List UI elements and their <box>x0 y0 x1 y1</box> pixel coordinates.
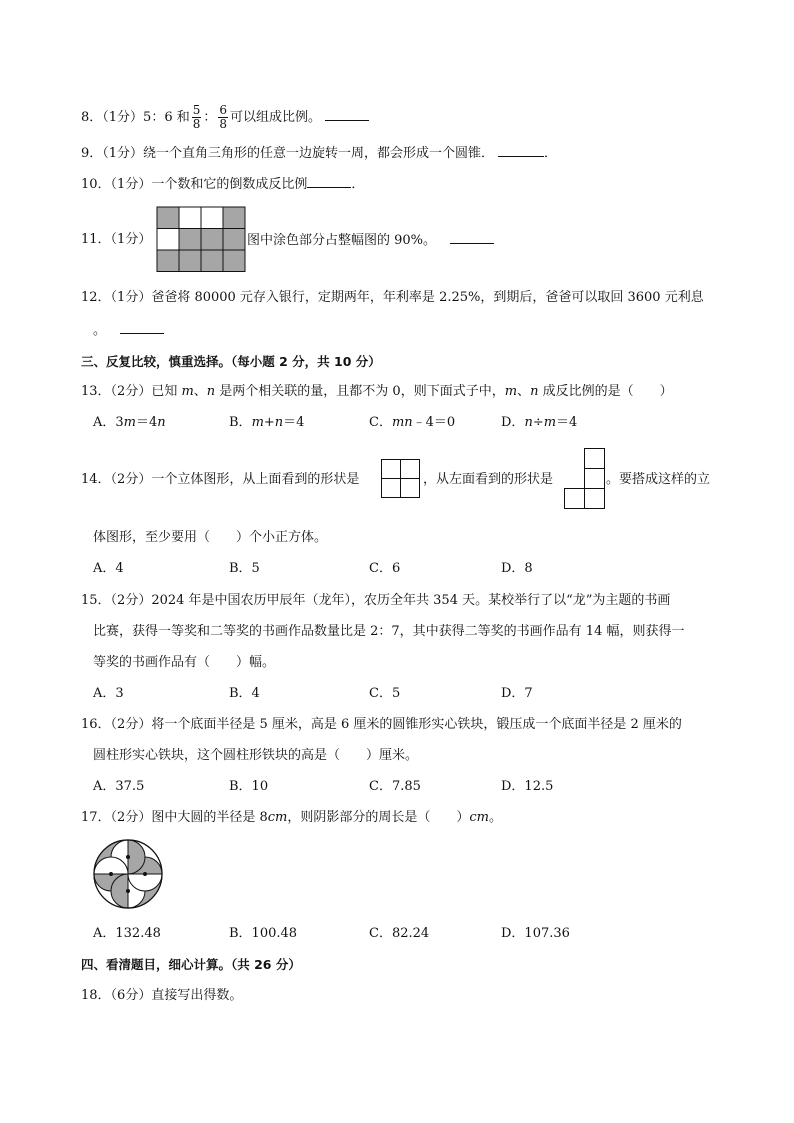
q14-text-c: 。要搭成这样的立 <box>606 472 711 487</box>
opt-text: A．3 <box>93 415 124 430</box>
q11-text: 图中涂色部分占整幅图的 90%。 <box>247 233 437 248</box>
shaded-cell <box>223 229 245 251</box>
shaded-cell <box>179 250 201 272</box>
q16-line2: 圆柱形实心铁块，这个圆柱形铁块的高是（ ）厘米。 <box>93 748 419 763</box>
question-15-line1 <box>81 592 670 610</box>
q15-line2: 比赛，获得一等奖和二等奖的书画作品数量比是 2：7，其中获得二等奖的书画作品有 14 幅，则获得一 <box>93 624 685 639</box>
q13-option-c[interactable] <box>369 414 455 432</box>
opt-text: B． <box>229 415 252 430</box>
q15-option-d[interactable]: D．7 <box>501 686 533 701</box>
answer-blank[interactable] <box>307 175 351 188</box>
q13-text-c: 成反比例的是（ ） <box>538 384 673 399</box>
left-view-figure <box>564 448 606 510</box>
q10-end: ． <box>351 177 365 192</box>
var-m: m <box>181 384 194 399</box>
answer-blank[interactable] <box>498 144 544 157</box>
section-4-heading: 四、看清题目，细心计算。（共 26 分） <box>81 957 301 972</box>
q12-line2: 。 <box>93 323 107 338</box>
question-8 <box>81 104 369 131</box>
q14-text-b: ，从左面看到的形状是 <box>423 472 554 487</box>
blank-cell <box>201 207 223 229</box>
q16-option-d[interactable]: D．12.5 <box>501 779 554 794</box>
question-9 <box>81 144 557 163</box>
fraction-6-8 <box>218 104 228 131</box>
blank-cell <box>157 229 179 251</box>
answer-blank[interactable] <box>450 231 494 244</box>
opt-text: D． <box>501 415 525 430</box>
opt-text: ﹣4＝0 <box>412 415 456 430</box>
question-17 <box>81 809 502 827</box>
fraction-numerator: 6 <box>219 103 228 117</box>
fraction-numerator: 5 <box>192 103 201 117</box>
opt-text: ＝4 <box>283 415 305 430</box>
q9-end: ． <box>544 146 558 161</box>
q11-prefix: 11．（1分） <box>81 232 152 247</box>
shaded-cell <box>201 229 223 251</box>
answer-blank[interactable] <box>120 321 164 334</box>
question-11-label <box>81 231 151 249</box>
q13-text-a: 13．（2分）已知 <box>81 384 182 399</box>
section-3-heading: 三、反复比较，慎重选择。（每小题 2 分，共 10 分） <box>81 354 381 369</box>
var-m: m <box>543 415 557 430</box>
var-m: m <box>504 384 518 399</box>
question-16-line2 <box>93 747 418 765</box>
opt-text: ÷ <box>532 415 544 430</box>
var-n: n <box>274 415 284 430</box>
q15-line3: 等奖的书画作品有（ ）幅。 <box>93 655 276 670</box>
q9-text: 9．（1分）绕一个直角三角形的任意一边旋转一周，都会形成一个圆锥． <box>81 146 495 161</box>
colon: ： <box>203 110 217 125</box>
shaded-grid-figure <box>156 206 246 272</box>
var-m: m <box>251 415 264 430</box>
opt-text: ＝4 <box>556 415 578 430</box>
question-15-line2 <box>93 623 684 641</box>
q17-option-d[interactable]: D．107.36 <box>501 926 570 941</box>
q17-text-c: 。 <box>488 810 502 825</box>
shaded-cell <box>223 250 245 272</box>
q10-text: 10．（1分）一个数和它的倒数成反比例 <box>81 177 308 192</box>
q16-line1: 16．（2分）将一个底面半径是 5 厘米，高是 6 厘米的圆锥形实心铁块，锻压成一个底面半径是 2 厘米的 <box>81 717 682 732</box>
q12-line1: 12．（1分）爸爸将 80000 元存入银行，定期两年，年利率是 2.25%，到期后，爸爸可以取回 3600 元利息 <box>81 290 704 305</box>
fraction-5-8 <box>192 104 202 131</box>
var-n: n <box>530 384 539 399</box>
opt-text: + <box>263 415 275 430</box>
question-14-a <box>81 471 359 489</box>
q15-option-c[interactable]: C．5 <box>369 686 401 701</box>
q16-option-b[interactable]: B．10 <box>229 779 269 794</box>
unit-cm: cm <box>469 810 489 825</box>
circle-pinwheel-figure <box>92 838 164 910</box>
sep: 、 <box>193 384 207 399</box>
shaded-cell <box>179 229 201 251</box>
unit-cm: cm <box>267 810 288 825</box>
question-14-b <box>423 471 553 489</box>
var-n: n <box>206 384 216 399</box>
sep: 、 <box>517 384 531 399</box>
q15-option-b[interactable]: B．4 <box>229 686 260 701</box>
q14-option-c[interactable]: C．6 <box>369 561 401 576</box>
q17-option-a[interactable]: A．132.48 <box>93 926 161 941</box>
question-18: 18．（6分）直接写出得数。 <box>81 988 243 1003</box>
q14-line2: 体图形，至少要用（ ）个小正方体。 <box>93 530 328 545</box>
shaded-cell <box>201 250 223 272</box>
blank-cell <box>179 207 201 229</box>
question-13 <box>81 383 673 401</box>
q14-option-d[interactable]: D．8 <box>501 561 533 576</box>
q17-option-c[interactable]: C．82.24 <box>369 926 430 941</box>
q17-option-b[interactable]: B．100.48 <box>229 926 298 941</box>
q16-option-a[interactable]: A．37.5 <box>93 779 145 794</box>
shaded-cell <box>157 207 179 229</box>
q17-text-b: ，则阴影部分的周长是（ ） <box>287 810 470 825</box>
q8-prefix: 8．（1分）5：6 和 <box>81 110 190 125</box>
q16-option-c[interactable]: C．7.85 <box>369 779 421 794</box>
answer-blank[interactable] <box>325 108 369 121</box>
question-10 <box>81 175 364 194</box>
var-mn: mn <box>391 415 413 430</box>
q13-option-d[interactable] <box>501 414 577 432</box>
q15-line1: 15．（2分）2024 年是中国农历甲辰年（龙年），农历全年共 354 天。某校举行了以“龙”为主题的书画 <box>81 593 671 608</box>
shaded-cell <box>223 207 245 229</box>
q13-text-b: 是两个相关联的量，且都不为 0，则下面式子中， <box>215 384 505 399</box>
question-14-line2 <box>93 529 327 547</box>
fraction-denominator: 8 <box>192 117 201 131</box>
opt-text: C． <box>369 415 392 430</box>
q13-option-a[interactable] <box>93 414 166 432</box>
var-m: m <box>123 415 136 430</box>
question-12-line1 <box>81 289 704 307</box>
var-n: n <box>157 415 166 430</box>
question-16-line1 <box>81 716 682 734</box>
q14-text-a: 14．（2分）一个立体图形，从上面看到的形状是 <box>81 472 360 487</box>
shaded-cell <box>157 250 179 272</box>
question-11-text <box>247 231 494 250</box>
q15-option-a[interactable]: A．3 <box>93 686 124 701</box>
fraction-denominator: 8 <box>219 117 228 131</box>
q14-option-a[interactable]: A．4 <box>93 561 124 576</box>
question-14-c <box>606 471 710 489</box>
top-view-figure <box>381 459 421 499</box>
q17-text-a: 17．（2分）图中大圆的半径是 8 <box>81 810 268 825</box>
opt-text: ＝4 <box>136 415 158 430</box>
question-12-line2 <box>93 321 164 340</box>
q8-suffix: 可以组成比例。 <box>230 110 322 125</box>
q13-option-b[interactable] <box>229 414 304 432</box>
question-15-line3 <box>93 654 275 672</box>
var-n: n <box>524 415 533 430</box>
q14-option-b[interactable]: B．5 <box>229 561 260 576</box>
